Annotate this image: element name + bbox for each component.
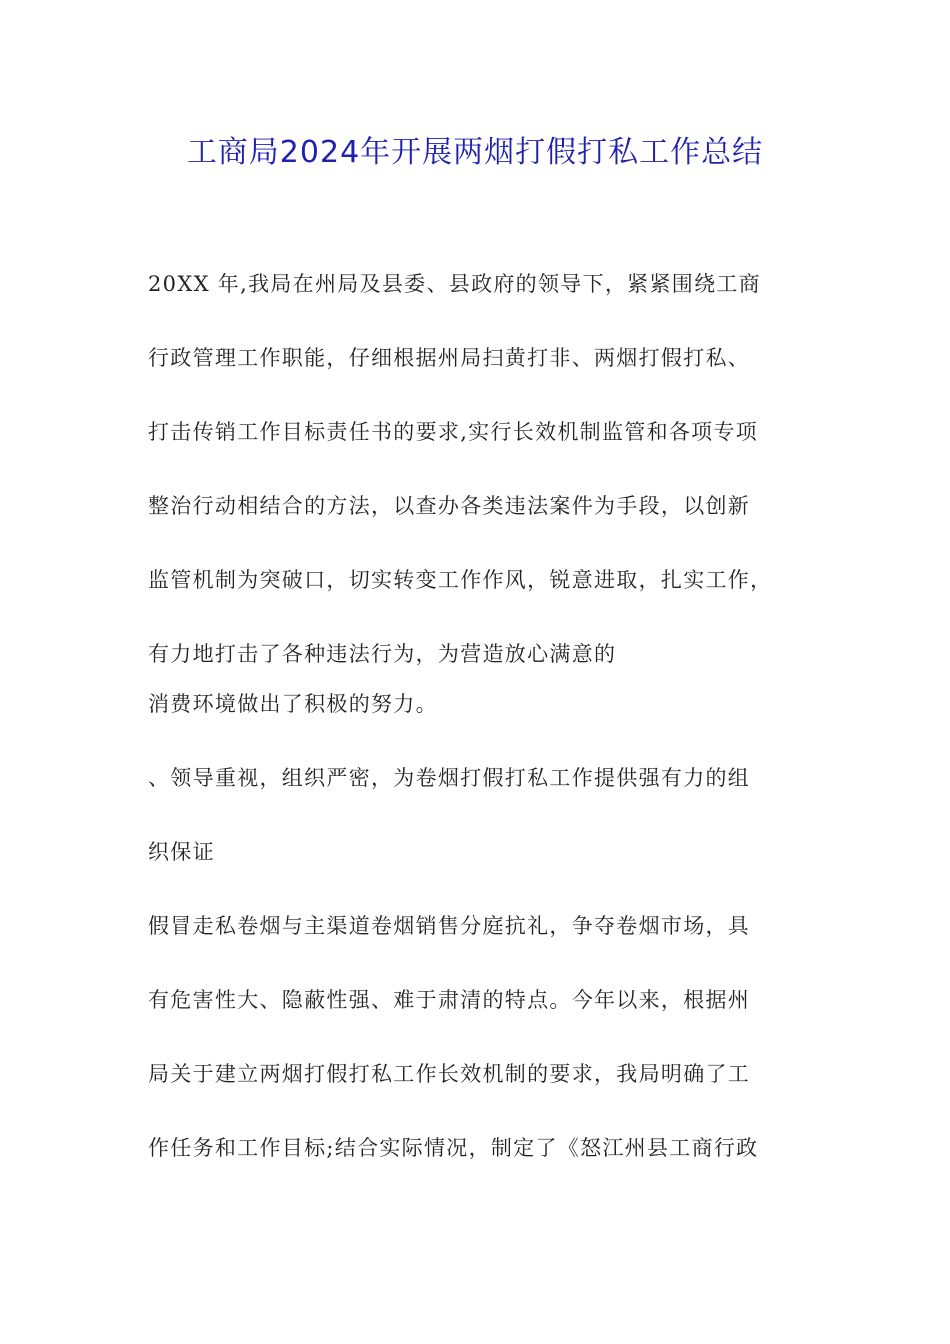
text-line: 作任务和工作目标;结合实际情况，制定了《怒江州县工商行政 bbox=[148, 1136, 759, 1160]
text-line: 整治行动相结合的方法，以查办各类违法案件为手段，以创新 bbox=[148, 494, 751, 518]
section-heading: 织保证 bbox=[148, 840, 215, 864]
text-line: 监管机制为突破口，切实转变工作作风，锐意进取，扎实工作， bbox=[148, 568, 773, 592]
text-line: 有危害性大、隐蔽性强、难于肃清的特点。今年以来，根据州 bbox=[148, 988, 751, 1012]
document-body bbox=[148, 260, 828, 1198]
text-line: 消费环境做出了积极的努力。 bbox=[148, 692, 438, 716]
text-line: 20XX 年,我局在州局及县委、县政府的领导下，紧紧围绕工商 bbox=[148, 272, 761, 296]
document-title: 工商局2024年开展两烟打假打私工作总结 bbox=[186, 135, 764, 170]
text-line: 假冒走私卷烟与主渠道卷烟销售分庭抗礼，争夺卷烟市场，具 bbox=[148, 914, 751, 938]
text-line: 打击传销工作目标责任书的要求,实行长效机制监管和各项专项 bbox=[148, 420, 759, 444]
section-heading: 、领导重视，组织严密，为卷烟打假打私工作提供强有力的组 bbox=[148, 766, 751, 790]
text-line: 有力地打击了各种违法行为，为营造放心满意的 bbox=[148, 642, 617, 666]
text-line: 行政管理工作职能，仔细根据州局扫黄打非、两烟打假打私、 bbox=[148, 346, 751, 370]
text-line: 局关于建立两烟打假打私工作长效机制的要求，我局明确了工 bbox=[148, 1062, 751, 1086]
